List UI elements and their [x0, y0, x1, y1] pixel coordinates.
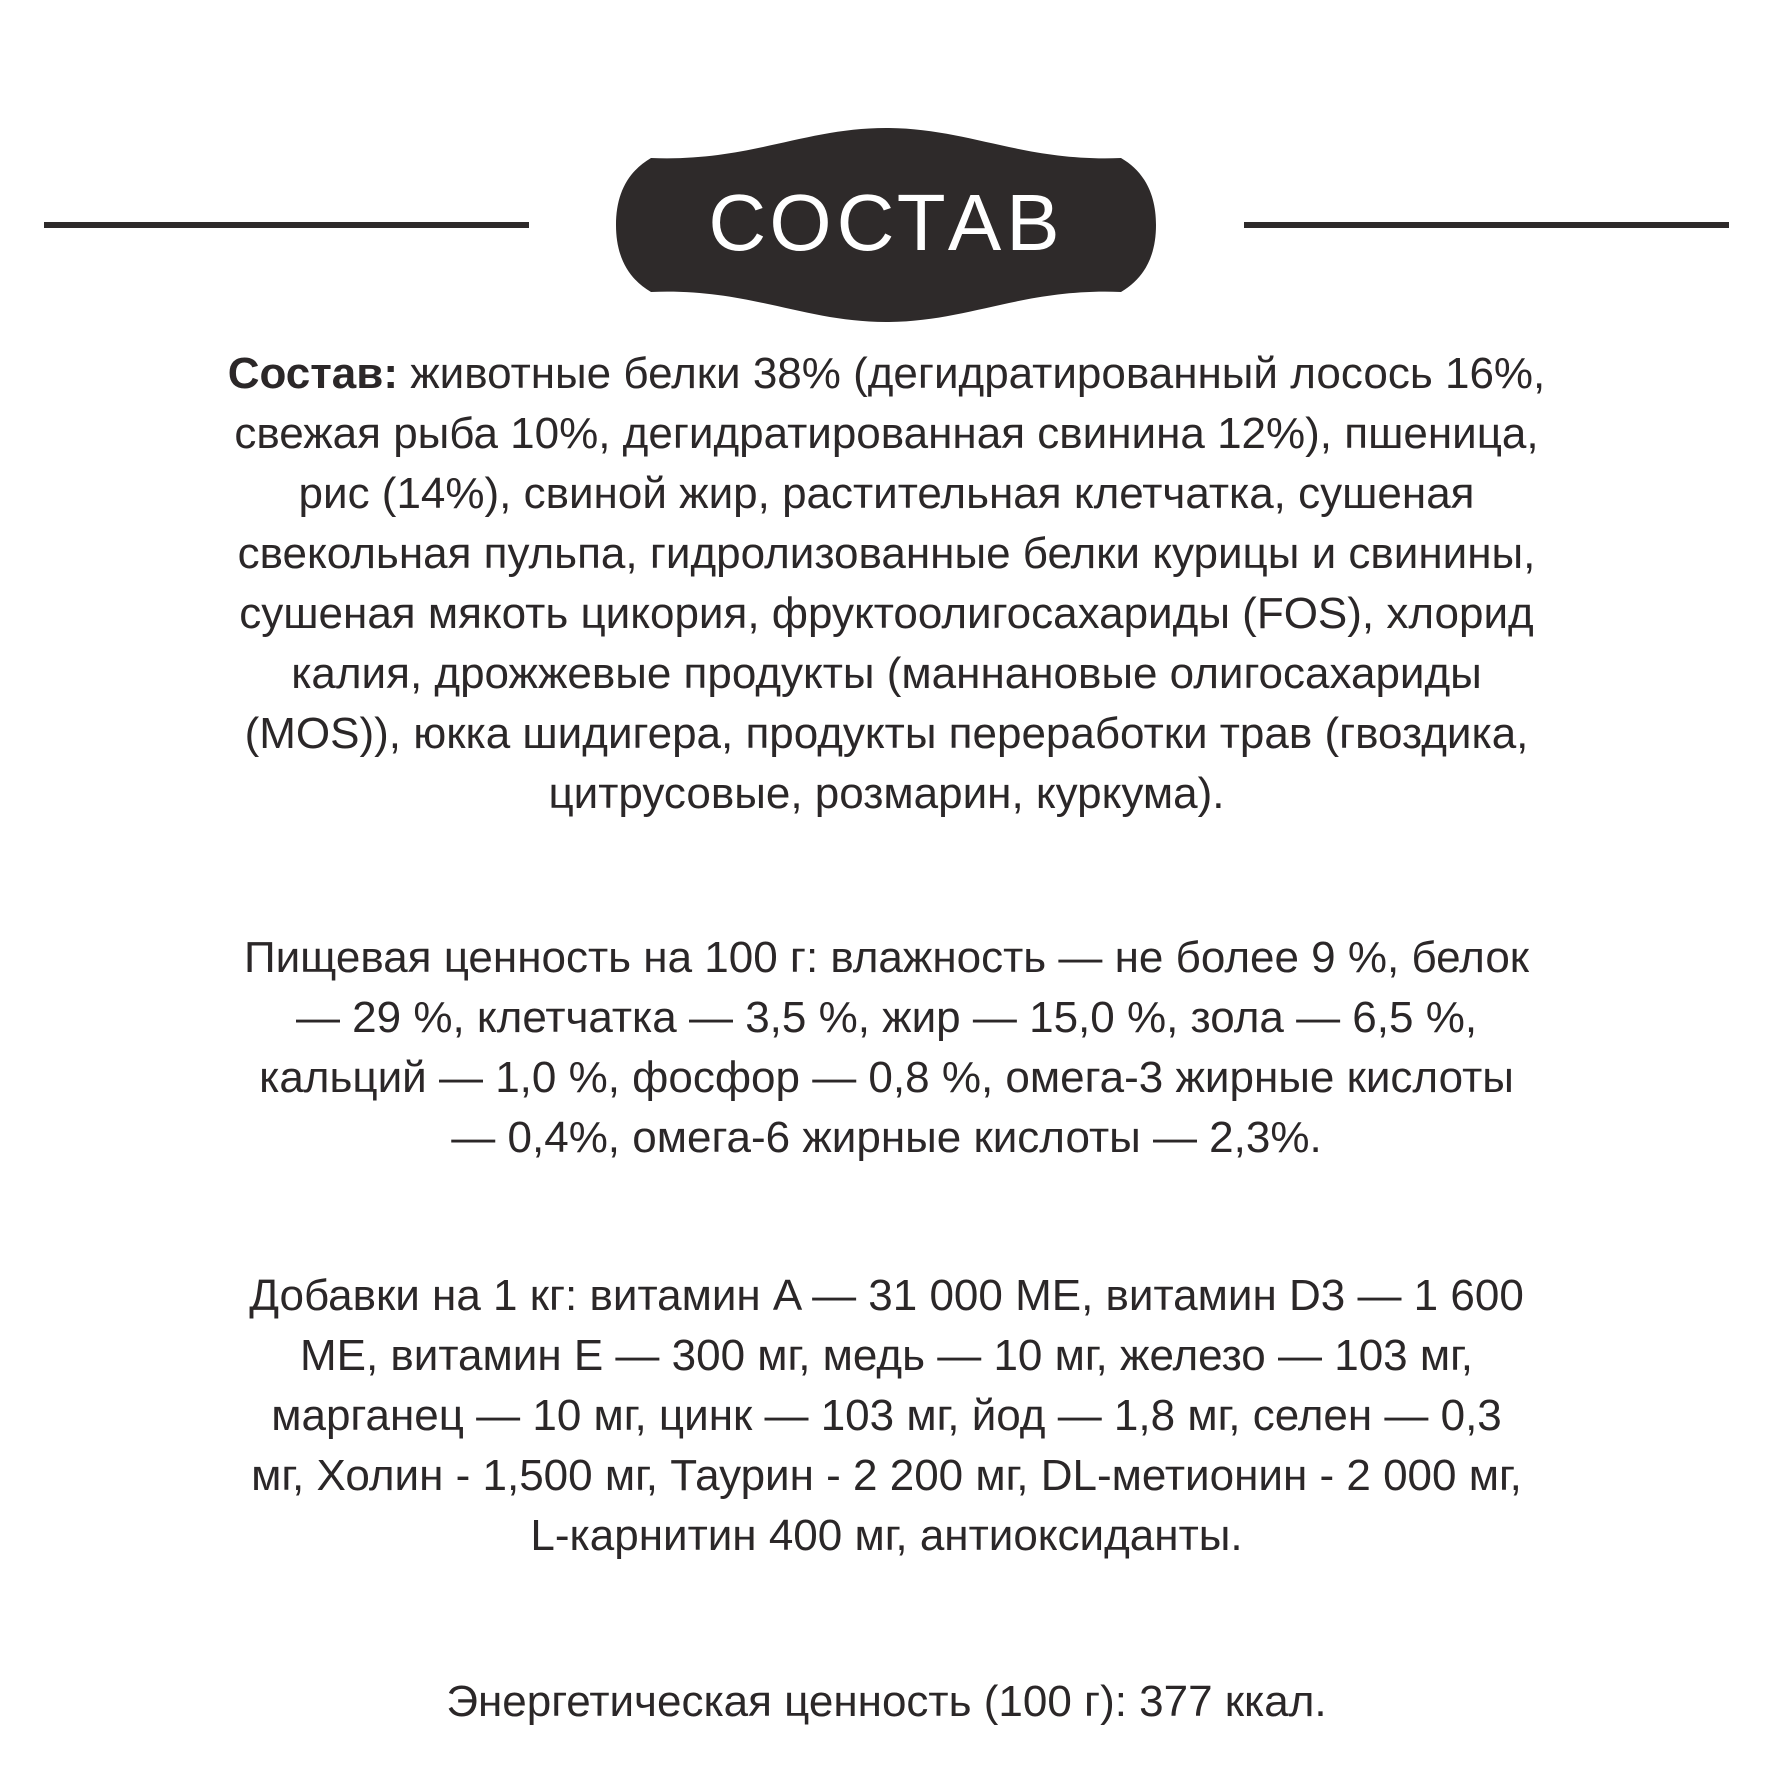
composition-lead-bold: Состав:: [227, 349, 398, 398]
section-header: [0, 118, 1773, 332]
text-line: свекольная пульпа, гидролизованные белки курицы и свинины,: [237, 529, 1536, 578]
text-line: калия, дрожжевые продукты (маннановые олигосахариды: [291, 649, 1482, 698]
text-line: кальций — 1,0 %, фосфор — 0,8 %, омега-3 жирные кислоты: [259, 1053, 1514, 1102]
right-rule: [1244, 222, 1729, 228]
text-line: — 29 %, клетчатка — 3,5 %, жир — 15,0 %, зола — 6,5 %,: [295, 993, 1478, 1042]
text-line: L-карнитин 400 мг, антиоксиданты.: [530, 1511, 1243, 1560]
text-line: марганец — 10 мг, цинк — 103 мг, йод — 1,8 мг, селен — 0,3: [271, 1391, 1502, 1440]
text-line: мг, Холин - 1,500 мг, Таурин - 2 200 мг, DL-метионин - 2 000 мг,: [251, 1451, 1522, 1500]
badge-title: СОСТАВ: [708, 178, 1065, 267]
text-line: (MOS)), юкка шидигера, продукты переработки трав (гвоздика,: [244, 709, 1529, 758]
text-line: рис (14%), свиной жир, растительная клетчатка, сушеная: [298, 469, 1475, 518]
text-line: ME, витамин E — 300 мг, медь — 10 мг, железо — 103 мг,: [299, 1331, 1474, 1380]
additives-lines: [85, 1266, 1688, 1566]
composition-badge: [599, 120, 1174, 330]
nutrition-paragraph: [85, 928, 1688, 1168]
nutrition-lines: [85, 928, 1688, 1168]
composition-line-lead: [85, 344, 1688, 404]
composition-paragraph: [85, 344, 1688, 824]
energy-text: Энергетическая ценность (100 г): 377 ккал.: [446, 1677, 1327, 1726]
text-line: сушеная мякоть цикория, фруктоолигосахариды (FOS), хлорид: [239, 589, 1534, 638]
text-line: Пищевая ценность на 100 г: влажность — не более 9 %, белок: [243, 933, 1530, 982]
energy-line: [85, 1672, 1688, 1732]
composition-lines: [85, 404, 1688, 824]
composition-lead-rest: животные белки 38% (дегидратированный лосось 16%,: [397, 349, 1546, 398]
text-line: Добавки на 1 кг: витамин A — 31 000 ME, витамин D3 — 1 600: [249, 1271, 1524, 1320]
additives-paragraph: [85, 1266, 1688, 1566]
text-line: свежая рыба 10%, дегидратированная свинина 12%), пшеница,: [234, 409, 1539, 458]
text-line: цитрусовые, розмарин, куркума).: [548, 769, 1225, 818]
text-line: — 0,4%, омега-6 жирные кислоты — 2,3%.: [451, 1113, 1322, 1162]
left-rule: [44, 222, 529, 228]
